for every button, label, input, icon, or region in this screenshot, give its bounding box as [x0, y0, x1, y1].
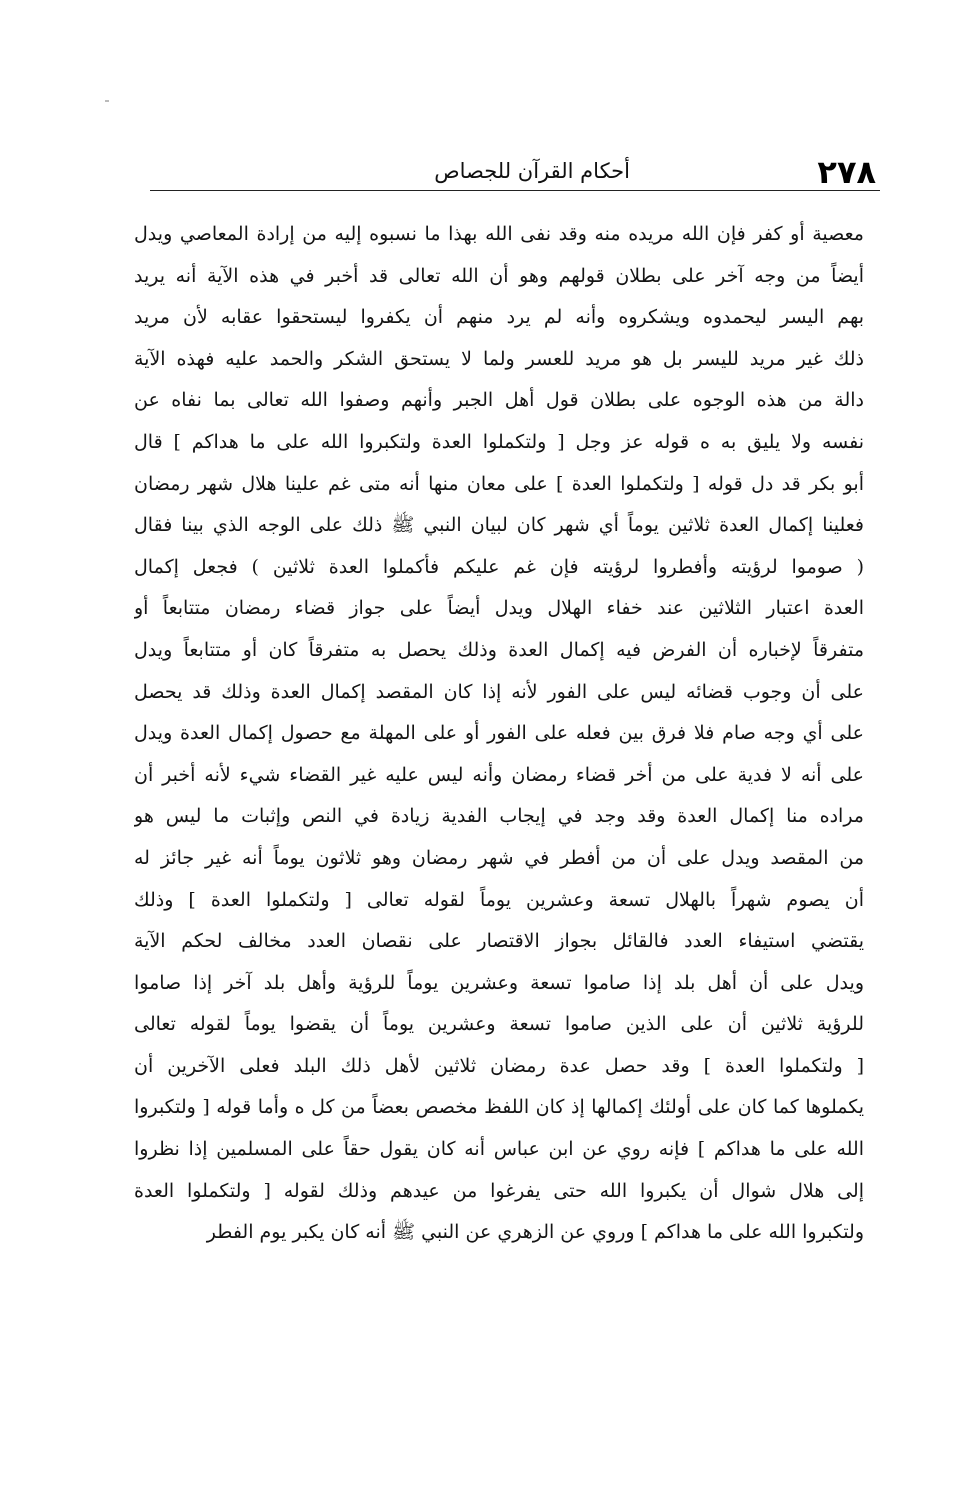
text-line: ( صوموا لرؤيته وأفطروا لرؤيته فإن غم عليكم فأكملوا العدة ثلاثين ) فجعل إكمال: [134, 555, 864, 578]
text-line: يقتضي استيفاء العدد فالقائل بجواز الاقتصار على نقصان العدد مخالف لحكم الآية: [134, 930, 864, 953]
text-line: معصية أو كفر فإن الله مريده منه وقد نفى الله بهذا ما نسبوه إليه من إرادة المعاصي ويدل: [134, 223, 864, 245]
body-text: [134, 214, 864, 1254]
text-line: أن يصوم شهراً بالهلال تسعة وعشرين يوماً لقوله تعالى [ ولتكملوا العدة ] وذلك: [134, 888, 864, 911]
header-rule: [150, 190, 880, 191]
text-line: ويدل على أن أهل بلد إذا صاموا تسعة وعشرين يوماً للرؤية وأهل بلد آخر إذا صاموا: [134, 971, 864, 994]
text-line: ذلك غير مريد لليسر بل هو مريد للعسر ولما لا يستحق الشكر والحمد عليه فهذه الآية: [134, 347, 864, 370]
text-line: أيضاً من وجه آخر على بطلان قولهم وهو أن الله تعالى قد أخبر في هذه الآية أنه يريد: [134, 264, 864, 287]
text-line: من المقصد ويدل على أن من أفطر في شهر رمضان وهو ثلاثون يوماً أنه غير جائز له: [134, 846, 864, 869]
text-line: فعلينا إكمال العدة ثلاثين يوماً أي شهر كان لبيان النبي ﷺ ذلك على الوجه الذي بينا فقال: [134, 514, 864, 537]
text-line: للرؤية ثلاثين أن على الذين صاموا تسعة وعشرين يوماً أن يقضوا يوماً لقوله تعالى: [134, 1013, 864, 1036]
scan-speck: [105, 100, 109, 102]
text-line: متفرقاً لإخباره أن الفرض فيه إكمال العدة وذلك يحصل به متفرقاً كان أو متتابعاً ويدل: [134, 638, 864, 661]
text-line: إلى هلال شوال أن يكبروا الله حتى يفرغوا من عيدهم وذلك لقوله [ ولتكملوا العدة: [134, 1179, 864, 1202]
text-line: ولتكبروا الله على ما هداكم ] وروي عن الزهري عن النبي ﷺ أنه كان يكبر يوم الفطر: [206, 1221, 864, 1244]
text-line: على أي وجه صام فلا فرق بين فعله على الفور أو على المهلة مع حصول إكمال العدة ويدل: [134, 722, 864, 745]
text-line: على أن وجوب قضائه ليس على الفور لأنه إذا كان المقصد إكمال العدة وذلك قد يحصل: [134, 680, 864, 703]
text-line: نفسه ولا يليق به ه قوله عز وجل [ ولتكملوا العدة ولتكبروا الله على ما هداكم ] قال: [134, 430, 864, 453]
text-line: العدة اعتبار الثلاثين عند خفاء الهلال ويدل أيضاً على جواز قضاء رمضان متتابعاً أو: [134, 597, 864, 620]
text-line: بهم اليسر ليحمدوه ويشكروه وأنه لم يرد منهم أن يكفروا ليستحقوا عقابه لأن مريد: [134, 306, 864, 329]
text-line: أبو بكر قد دل قوله [ ولتكملوا العدة ] على معان منها أنه متى غم علينا هلال شهر رمضان: [134, 472, 864, 495]
text-line: يكملوها كما كان على أولئك إكمالها إذ كان اللفظ مخصص بعضاً من كل ه وأما قوله [ ولتكبروا: [134, 1096, 864, 1119]
page-number: ٢٧٨: [817, 153, 876, 191]
text-line: دالة من هذه الوجوه على بطلان قول أهل الجبر وأنهم وصفوا الله تعالى بما نفاه عن: [134, 389, 864, 412]
text-line: مراده منا إكمال العدة وقد وجد في إيجاب الفدية زيادة في النص وإثبات ما ليس هو: [134, 805, 864, 828]
running-title: أحكام القرآن للجصاص: [434, 159, 630, 183]
page-header: [150, 150, 880, 194]
text-line: [ ولتكملوا العدة ] وقد حصل عدة رمضان ثلاثين لأهل ذلك البلد فعلى الآخرين أن: [134, 1054, 864, 1077]
text-line: الله على ما هداكم ] فإنه روي عن ابن عباس أنه كان يقول حقاً على المسلمين إذا نظروا: [134, 1138, 864, 1161]
text-line: على أنه لا فدية على من أخر قضاء رمضان وأنه ليس عليه غير القضاء شيء لأنه أخبر أن: [134, 763, 864, 786]
